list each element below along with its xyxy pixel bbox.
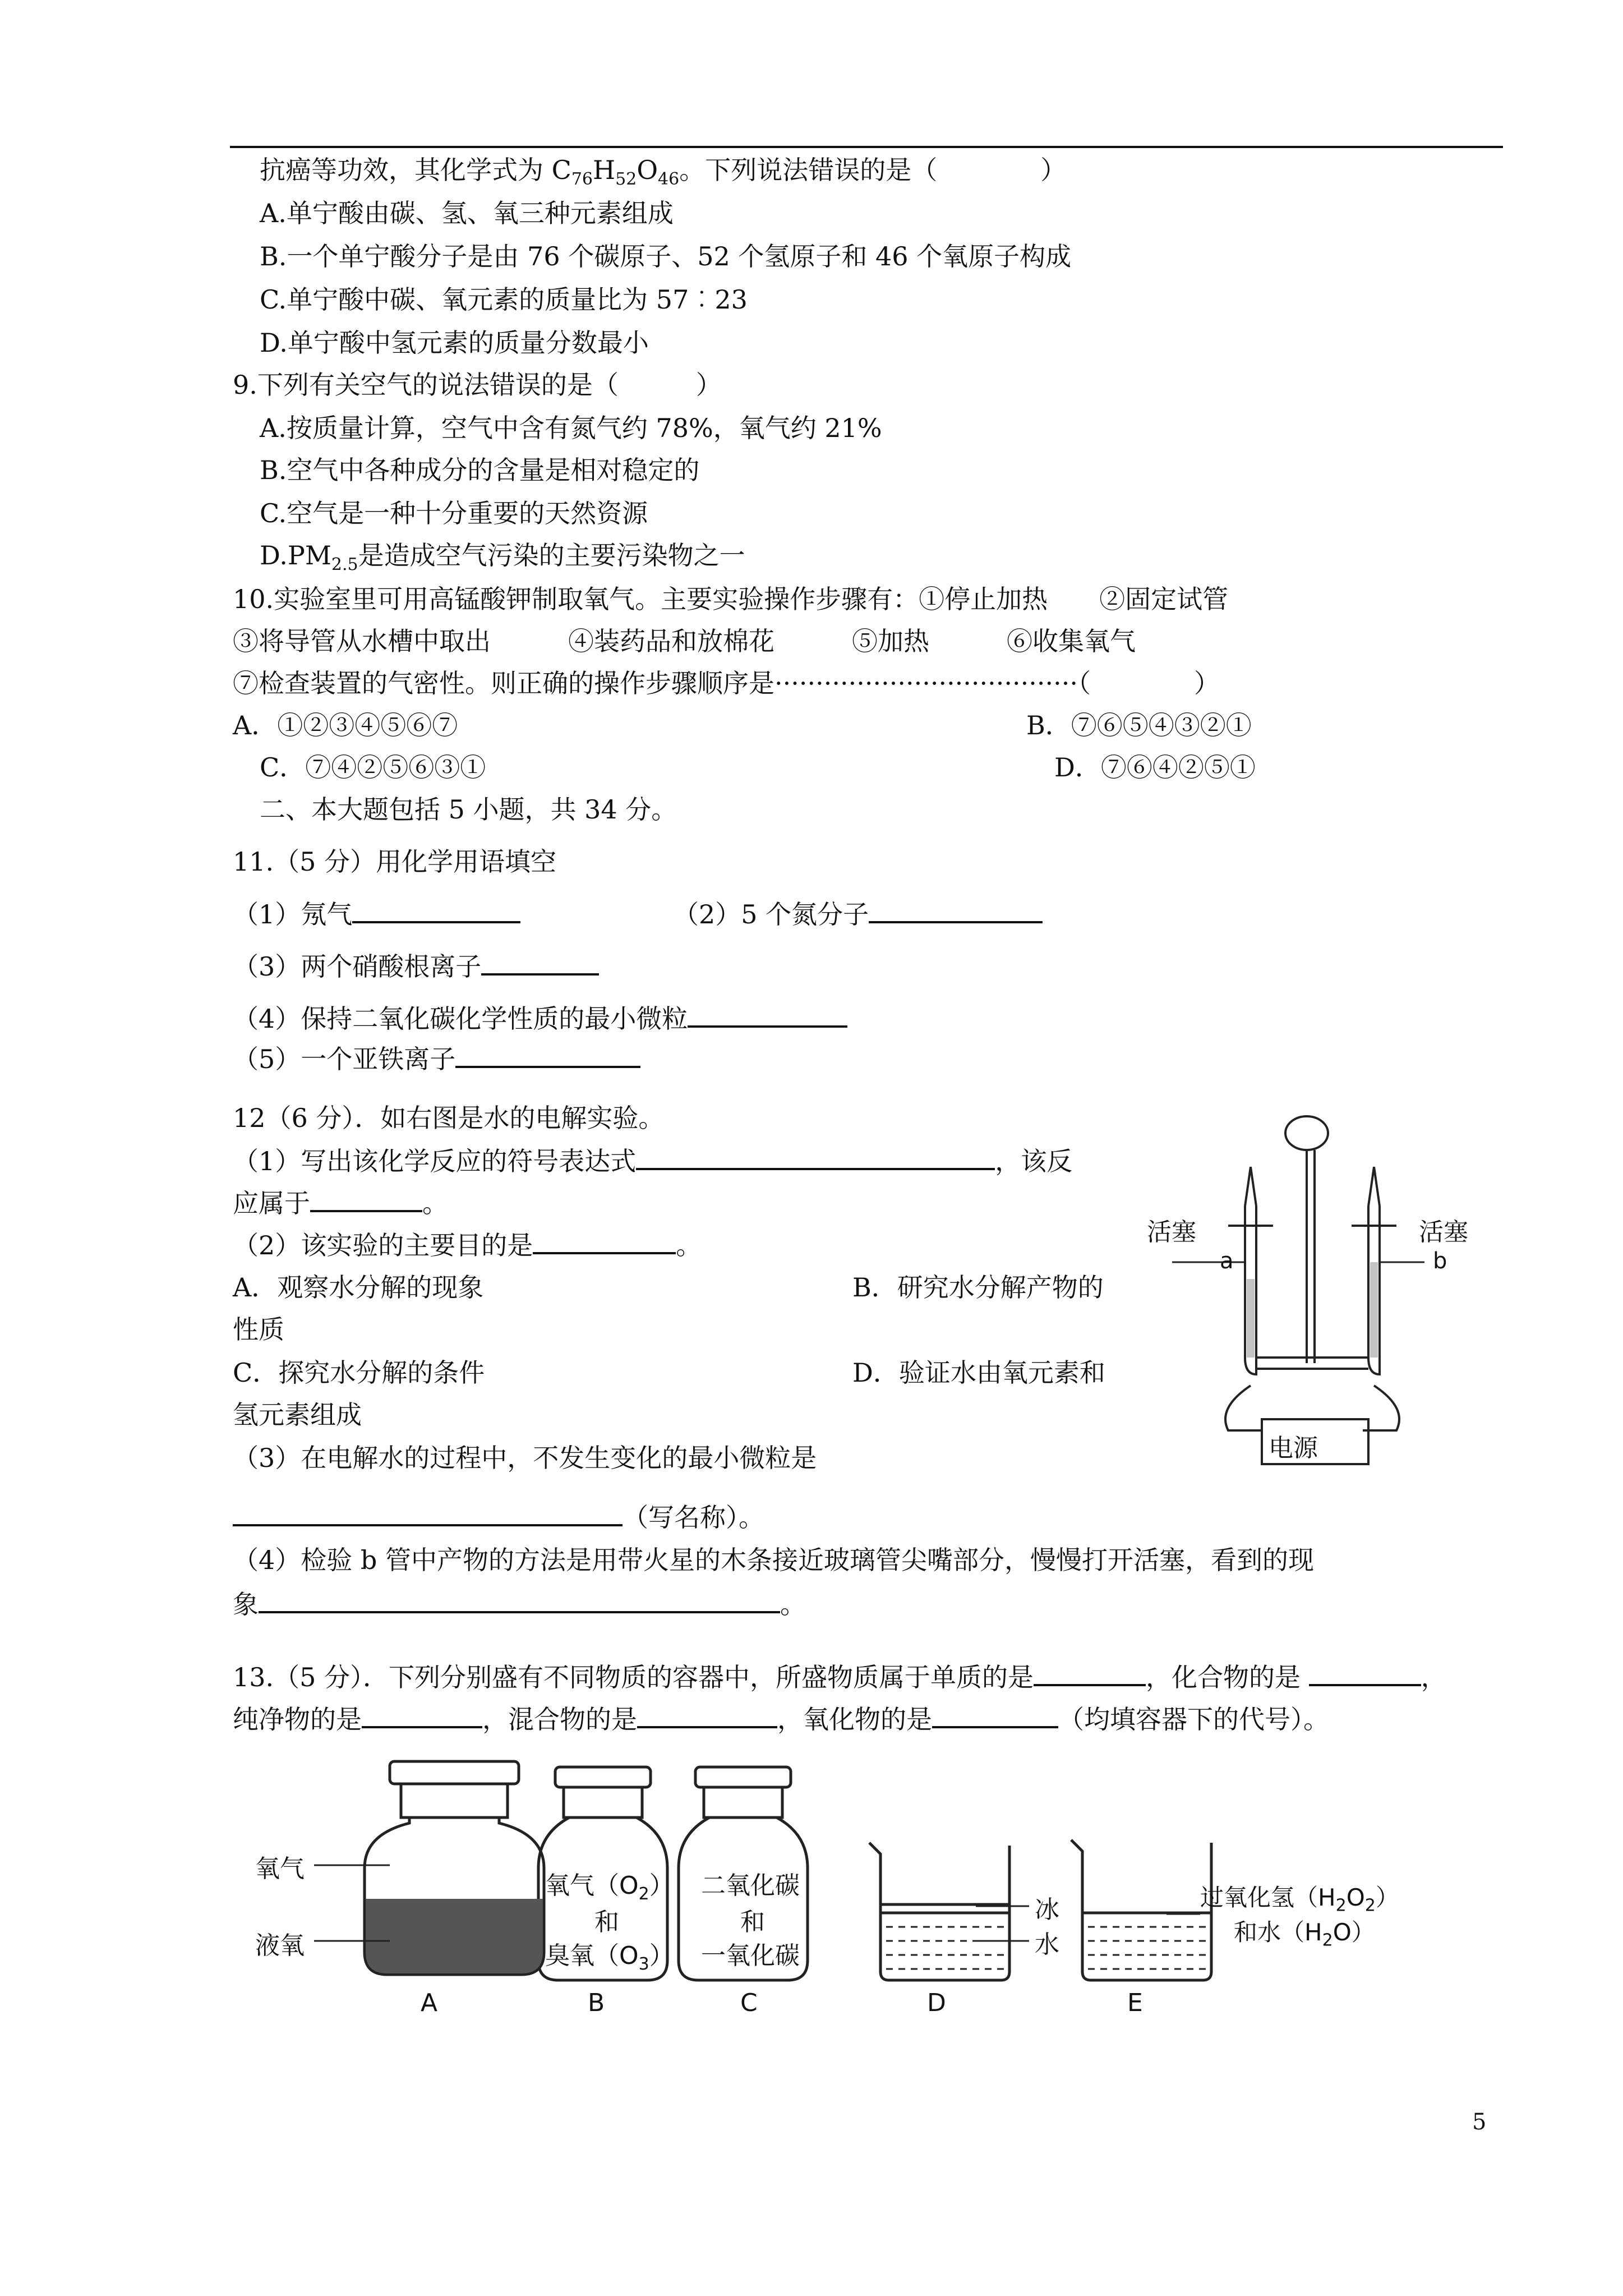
q11-stem: 11.（5 分）用化学用语填空 [233,846,557,877]
answer-blank[interactable] [533,1228,676,1254]
funnel-bulb [1285,1116,1328,1150]
q10-option-a: A．①②③④⑤⑥⑦ [233,710,458,740]
q8-option-b: B.一个单宁酸分子是由 76 个碳原子、52 个氢原子和 46 个氧原子构成 [260,241,1072,272]
container-label-a: A [421,1989,438,2017]
bottle-b-label-2: 和 [594,1908,619,1936]
answer-blank[interactable] [233,1501,623,1526]
q12-part3-blank: （写名称）。 [233,1501,764,1533]
q11-part4: （4）保持二氧化碳化学性质的最小微粒 [233,1002,847,1034]
q12-option-c: C．探究水分解的条件 [233,1358,485,1388]
liquid-oxygen-fill [366,1899,543,1973]
bottle-b-label-1: 氧气$(O_2)$ [545,1871,674,1904]
q11-part3: （3）两个硝酸根离子 [233,950,599,982]
q11-part2: （2）5 个氮分子 [673,898,1043,930]
beaker-e-label-1: 过氧化氢$(H_2O_2)$ [1200,1884,1399,1916]
q8-stem: 抗癌等功效，其化学式为 $C_{76}H_{52}O_{46}$。下列说法错误的是（ ） [260,155,1067,190]
q9-option-c: C.空气是一种十分重要的天然资源 [260,498,648,528]
answer-blank[interactable] [352,898,520,923]
answer-blank[interactable] [637,1703,777,1728]
beaker-d-bottom-label: 水 [1035,1930,1059,1959]
q10-stem-line3: ⑦检查装置的气密性。则正确的操作步骤顺序是·····································（ ） [233,668,1220,698]
electrolysis-apparatus-figure [1144,1094,1503,1487]
q13-stem-line1: 13.（5 分）．下列分别盛有不同物质的容器中，所盛物质属于单质的是 ，化合物的是 ， [233,1660,1447,1693]
beaker-d-top-label: 冰 [1035,1895,1059,1924]
q11-part5: （5）一个亚铁离子 [233,1042,640,1075]
q9-option-a: A.按质量计算，空气中含有氮气约 78%，氧气约 21% [260,413,882,443]
q12-option-d: D．验证水由氧元素和 [852,1358,1105,1388]
q12-option-a: A．观察水分解的现象 [233,1272,484,1303]
q12-option-b-cont: 性质 [233,1314,284,1345]
q8-option-c: C.单宁酸中碳、氧元素的质量比为 57︰23 [260,284,748,315]
container-label-e: E [1127,1989,1143,2017]
answer-blank[interactable] [1034,1660,1146,1686]
q10-option-c: C．⑦④②⑤⑥③① [260,752,486,783]
bottle-c-label-3: 一氧化碳 [701,1941,800,1970]
q12-part1: （1）写出该化学反应的符号表达式 ，该反 [233,1144,1072,1177]
q12-option-b: B．研究水分解产物的 [852,1272,1104,1303]
answer-blank[interactable] [1309,1660,1421,1686]
bottle-b-label-3: 臭氧$(O_3)$ [545,1941,674,1974]
answer-blank[interactable] [455,1042,640,1068]
bottle-c-label-2: 和 [740,1908,765,1936]
q12-stem: 12（6 分）．如右图是水的电解实验。 [233,1103,665,1133]
q12-part4-cont: 象 。 [233,1588,806,1620]
stopcock-label-left: 活塞 [1147,1218,1196,1246]
container-label-d: D [927,1989,946,2017]
answer-blank[interactable] [869,898,1043,923]
q10-option-b: B．⑦⑥⑤④③②① [1026,710,1252,740]
q12-option-d-cont: 氢元素组成 [233,1400,362,1430]
q9-stem: 9.下列有关空气的说法错误的是（ ） [233,370,722,400]
tube-label-a: a [1220,1248,1234,1274]
q13-stem-line2: 纯净物的是 ，混合物的是 ，氧化物的是 （均填容器下的代号）。 [233,1703,1329,1735]
power-source-label: 电源 [1269,1434,1318,1462]
container-label-b: B [588,1989,605,2017]
answer-blank[interactable] [481,950,599,976]
container-label-c: C [740,1989,758,2017]
q12-part1-cont: 应属于 。 [233,1186,448,1219]
q12-part2: （2）该实验的主要目的是 。 [233,1228,702,1261]
q10-stem-line1: 10.实验室里可用高锰酸钾制取氧气。主要实验操作步骤有：①停止加热 ②固定试管 [233,584,1229,614]
q12-part3: （3）在电解水的过程中，不发生变化的最小微粒是 [233,1443,817,1473]
q9-option-b: B.空气中各种成分的含量是相对稳定的 [260,455,700,485]
beaker-e-label-2: 和水$(H_2O)$ [1234,1918,1375,1950]
page-number: 5 [1472,2109,1487,2135]
answer-blank[interactable] [688,1002,847,1028]
q8-option-d: D.单宁酸中氢元素的质量分数最小 [260,328,649,358]
q9-option-d: $D.PM_{2.5}$是造成空气污染的主要污染物之一 [260,540,745,575]
bottle-a-top-label: 氧气 [255,1855,305,1883]
answer-blank[interactable] [362,1703,482,1728]
answer-blank[interactable] [259,1588,780,1613]
q8-option-a: A.单宁酸由碳、氢、氧三种元素组成 [260,198,674,228]
answer-blank[interactable] [636,1144,995,1170]
q11-part1: （1）氖气 [233,898,520,930]
answer-blank[interactable] [310,1186,422,1212]
stopcock-label-right: 活塞 [1419,1218,1468,1246]
q12-part4: （4）检验 b 管中产物的方法是用带火星的木条接近玻璃管尖嘴部分，慢慢打开活塞，看到的现 [233,1545,1314,1575]
bottle-c-label-1: 二氧化碳 [701,1871,800,1900]
left-wire [1225,1386,1262,1430]
answer-blank[interactable] [932,1703,1058,1728]
header-rule [230,146,1503,148]
tube-label-b: b [1433,1248,1447,1274]
bottle-a-bottom-label: 液氧 [255,1931,305,1960]
beaker-e [1071,1840,1211,1980]
q10-option-d: D．⑦⑥④②⑤① [1054,752,1256,783]
section-heading: 二、本大题包括 5 小题，共 34 分。 [260,794,677,825]
q10-stem-line2: ③将导管从水槽中取出 ④装药品和放棉花 ⑤加热 ⑥收集氧气 [233,626,1136,656]
